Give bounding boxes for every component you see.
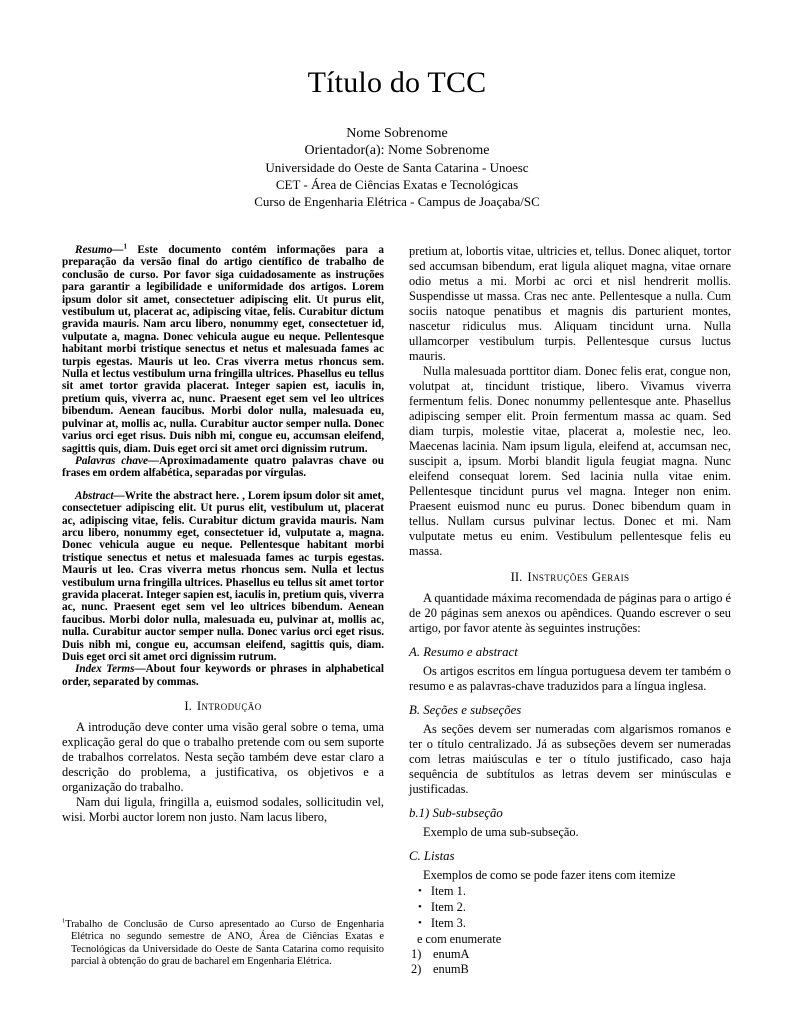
enum-item (409, 947, 731, 962)
section-1-heading (62, 699, 384, 714)
thanks-footnote (62, 919, 384, 968)
footnote-reference-mark: 1 (123, 242, 127, 251)
palavras-chave-text: Aproximadamente quatro palavras chave ou frases em ordem alfabética, separadas por vírgulas. (62, 454, 384, 480)
section-2-heading (409, 570, 731, 585)
abstract-label: Abstract— (75, 489, 125, 502)
enumerate-intro: e com enumerate (417, 932, 502, 946)
affiliation-course: Curso de Engenharia Elétrica - Campus de Joaçaba/SC (254, 193, 540, 209)
subsubsection-b1-heading: b.1) Sub-subseção (409, 806, 503, 820)
paper-title: Título do TCC (307, 66, 487, 99)
enum-item-text: enumB (433, 962, 469, 976)
footnote-text: Trabalho de Conclusão de Curso apresentado ao Curso de Engenharia Elétrica no segundo semestre de ANO, Área de Ciências Exatas e Tecnológicas da Universidade do Oeste de Santa Catarina como requisito parcial à obtenção do grau de bacharel em Engenharia Elétrica. (65, 919, 384, 967)
intro-paragraph-2: Nam dui ligula, fringilla a, euismod sodales, sollicitudin vel, wisi. Morbi auctor lorem non justo. Nam lacus libero, (62, 795, 384, 825)
enum-item (409, 962, 731, 977)
listas-intro-paragraph: Exemplos de como se pode fazer itens com itemize (423, 868, 676, 882)
advisor-name: Orientador(a): Nome Sobrenome (304, 142, 490, 158)
affiliation-department: CET - Área de Ciências Exatas e Tecnológicas (275, 176, 519, 192)
enum-item-number: 2) (411, 962, 422, 976)
intro-paragraph-3: Nulla malesuada porttitor diam. Donec felis erat, congue non, volutpat at, tincidunt tristique, libero. Vivamus viverra fermentum felis. Donec nonummy pellentesque ante. Phasellus adipiscing semper elit. Proin fermentum massa ac quam. Sed diam turpis, molestie vitae, placerat a, molestie nec, leo. Maecenas lacinia. Nam ipsum ligula, eleifend at, accumsan nec, suscipit a, ipsum. Morbi blandit ligula feugiat magna. Nunc eleifend consequat lorem. Sed lacinia nulla vitae enim. Pellentesque tincidunt purus vel magna. Integer non enim. Praesent euismod nunc eu purus. Donec bibendum quam in tellus. Nullam cursus pulvinar lectus. Donec et mi. Nam vulputate metus eu enim. Vestibulum pellentesque felis eu massa. (409, 364, 731, 558)
author-name: Nome Sobrenome (346, 126, 448, 141)
affiliation-university: Universidade do Oeste de Santa Catarina - Unoesc (265, 159, 529, 175)
author-block (0, 126, 794, 211)
instrucoes-paragraph: A quantidade máxima recomendada de páginas para o artigo é de 20 páginas sem anexos ou apêndices. Quando escrever o seu artigo, por favor atente às seguintes instruções: (409, 591, 731, 635)
index-terms-text: About four keywords or phrases in alphabetical order, separated by commas. (62, 663, 384, 688)
section-2-title: Instruções Gerais (527, 570, 630, 584)
subsubsection-b1-paragraph: Exemplo de uma sub-subseção. (423, 825, 579, 839)
subsection-c-heading: C. Listas (409, 849, 455, 863)
section-2-number: II. (510, 570, 523, 584)
intro-paragraph-1: A introdução deve conter uma visão geral sobre o tema, uma explicação geral do que o trabalho pretende com ou sem suporte de trabalhos correlatos. Nesta seção também deve estar claro a descrição do problema, a justificativa, os objetivos e a organização do trabalho. (62, 720, 384, 795)
section-1-title: Introdução (196, 699, 262, 714)
enum-item-number: 1) (411, 947, 422, 961)
resumo-text: Este documento contém informações para a preparação da versão final do artigo científico de trabalho de conclusão de curso. Por favor siga cuidadosamente as instruções para garantir a legibilidade e uniformidade dos artigos. Lorem ipsum dolor sit amet, consectetuer adipiscing elit. Ut purus elit, vestibulum ut, placerat ac, adipiscing vitae, felis. Curabitur dictum gravida mauris. Nam arcu libero, nonummy eget, consectetuer id, vulputate a, magna. Donec vehicula augue eu neque. Pellentesque habitant morbi tristique senectus et netus et malesuada fames ac turpis egestas. Mauris ut leo. Cras viverra metus rhoncus sem. Nulla et lectus vestibulum urna fringilla ultrices. Phasellus eu tellus sit amet tortor gravida placerat. Integer sapien est, iaculis in, pretium quis, viverra ac, nunc. Praesent eget sem vel leo ultrices bibendum. Aenean faucibus. Morbi dolor nulla, malesuada eu, pulvinar at, mollis ac, nulla. Curabitur auctor semper nulla. Donec varius orci eget risus. Duis nibh mi, congue eu, accumsan eleifend, sagittis quis, diam. Duis eget orci sit amet orci dignissim rutrum. (62, 244, 384, 455)
palavras-chave-paragraph (62, 455, 384, 480)
subsection-b-paragraph: As seções devem ser numeradas com algarismos romanos e ter o título centralizado. Já as subseções devem ser numeradas com letras maiúsculas e ter o título justificado, caso haja sequência de subtítulos as letras devem ser minúsculas e justificadas. (409, 722, 731, 796)
left-column (62, 244, 384, 968)
abstract-paragraph (62, 490, 384, 664)
right-column (409, 244, 731, 977)
palavras-chave-label: Palavras chave— (75, 454, 160, 467)
intro-continuation-paragraph: pretium at, lobortis vitae, ultricies et, tellus. Donec aliquet, tortor sed accumsan bibendum, erat ligula aliquet magna, vitae ornare odio metus a mi. Morbi ac orci et nisl hendrerit mollis. Suspendisse ut massa. Cras nec ante. Pellentesque a nulla. Cum sociis natoque penatibus et magnis dis parturient montes, nascetur ridiculus mus. Aliquam tincidunt urna. Nulla ullamcorper vestibulum turpis. Pellentesque cursus luctus mauris. (409, 244, 731, 363)
index-terms-paragraph (62, 663, 384, 688)
resumo-label: Resumo— (75, 244, 124, 256)
subsection-a-heading: A. Resumo e abstract (409, 645, 518, 659)
abstract-text: Write the abstract here. , Lorem ipsum dolor sit amet, consectetuer adipiscing elit. Ut purus elit, vestibulum ut, placerat ac, adipiscing vitae, felis. Curabitur dictum gravida mauris. Nam arcu libero, nonummy eget, consectetuer id, vulputate a, magna. Donec vehicula augue eu neque. Pellentesque habitant morbi tristique senectus et netus et malesuada fames ac turpis egestas. Mauris ut leo. Cras viverra metus rhoncus sem. Nulla et lectus vestibulum urna fringilla ultrices. Phasellus eu tellus sit amet tortor gravida placerat. Integer sapien est, iaculis in, pretium quis, viverra ac, nunc. Praesent eget sem vel leo ultrices bibendum. Aenean faucibus. Morbi dolor nulla, malesuada eu, pulvinar at, mollis ac, nulla. Curabitur auctor semper nulla. Donec varius orci eget risus. Duis nibh mi, congue eu, accumsan eleifend, sagittis quis, diam. Duis eget orci sit amet orci dignissim rutrum. (62, 489, 384, 663)
footnote-mark: 1 (62, 917, 66, 925)
two-column-body (62, 244, 731, 977)
list-item: • Item 3. (418, 916, 731, 932)
list-item: • Item 2. (418, 900, 731, 916)
enum-item-text: enumA (433, 947, 470, 961)
list-item: • Item 1. (418, 884, 731, 900)
index-terms-label: Index Terms— (75, 663, 146, 676)
subsection-a-paragraph: Os artigos escritos em língua portuguesa devem ter também o resumo e as palavras-chave traduzidos para a língua inglesa. (409, 664, 731, 693)
subsection-b-heading: B. Seções e subseções (409, 703, 522, 717)
resumo-paragraph (62, 244, 384, 455)
section-1-number: I. (184, 699, 192, 714)
itemize-list (409, 884, 731, 932)
